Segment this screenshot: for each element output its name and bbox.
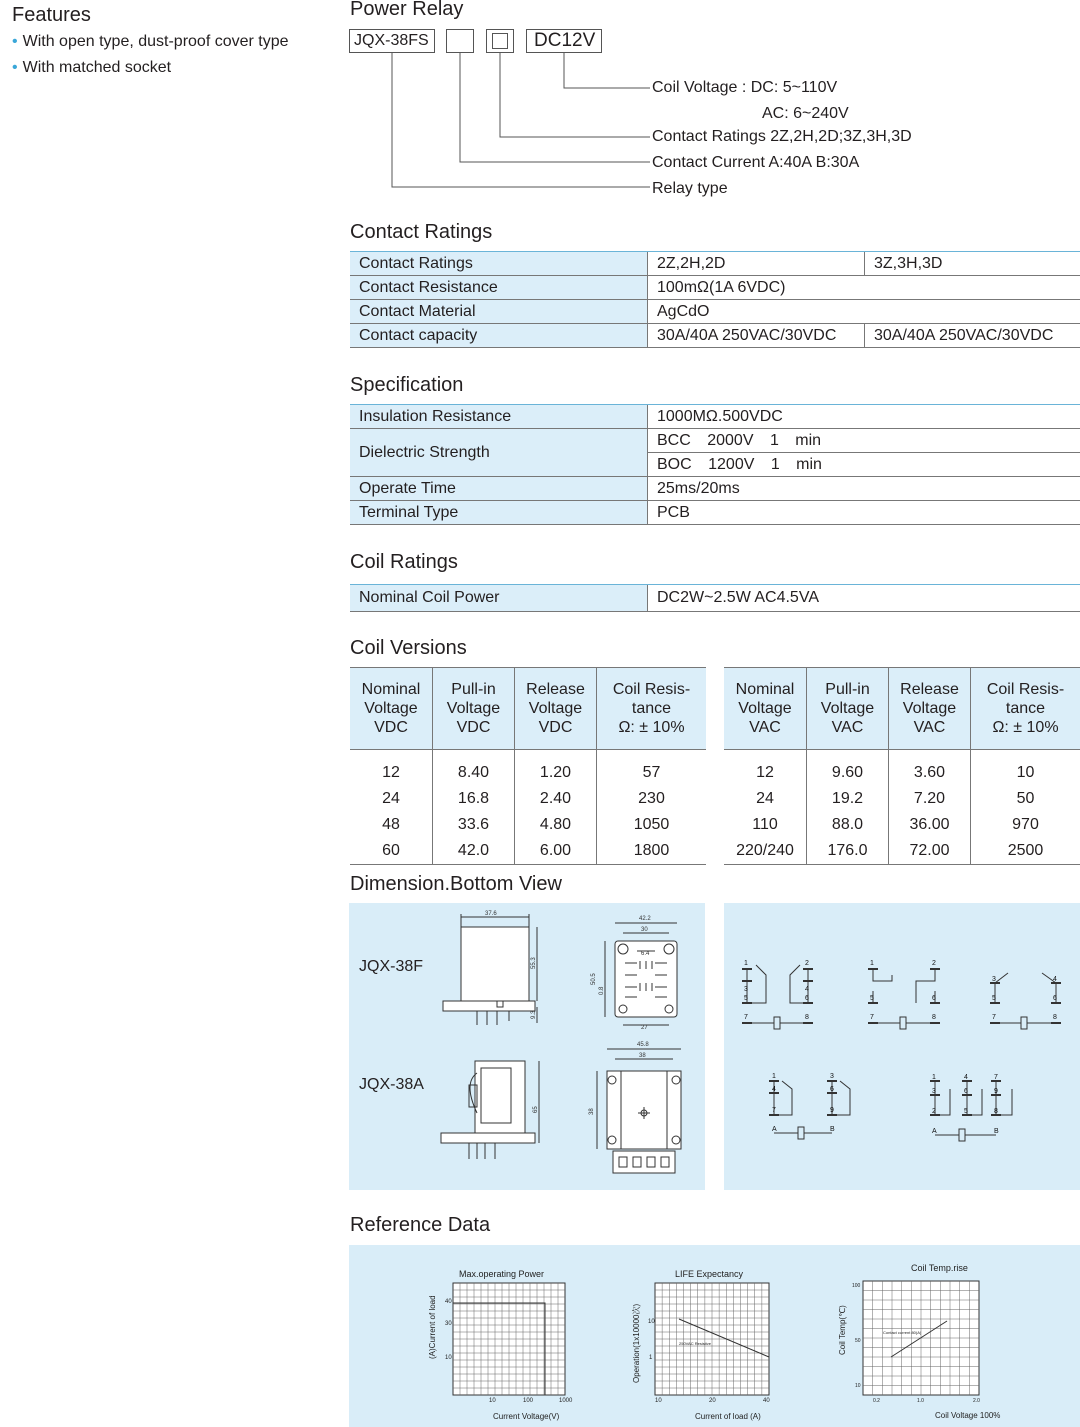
pin-label: 1 — [744, 960, 748, 967]
row-label: Terminal Type — [350, 501, 648, 525]
pin-label: B — [994, 1128, 999, 1135]
legend-relay-type: Relay type — [652, 180, 728, 197]
dimension-drawings — [349, 903, 705, 1190]
table-row: 24 16.8 2.40 230 — [350, 786, 706, 812]
coil-ratings-title: Coil Ratings — [350, 551, 458, 573]
dimension-drawing-panel — [349, 903, 705, 1190]
table-row: 60 42.0 6.00 1800 — [350, 838, 706, 865]
pin-label: 4 — [805, 986, 809, 993]
relay-38f-side-view — [443, 914, 537, 1025]
pin-label: 8 — [1053, 1014, 1057, 1021]
tick-label: 30 — [445, 1321, 452, 1327]
coil-versions-title: Coil Versions — [350, 637, 467, 659]
row-value: 2Z,2H,2D — [648, 252, 865, 276]
tick-label: 10 — [648, 1319, 655, 1325]
pin-label: A — [772, 1126, 777, 1133]
dimension-label: 45.8 — [637, 1042, 649, 1048]
tick-label: 10 — [855, 1383, 861, 1389]
pin-label: 5 — [992, 995, 996, 1002]
table-header-row — [724, 668, 1080, 750]
tick-label: 0.2 — [873, 1398, 880, 1404]
chart-xlabel: Current Voltage(V) — [493, 1412, 560, 1421]
pin-label: B — [830, 1126, 835, 1133]
row-value: 30A/40A 250VAC/30VDC — [865, 324, 1080, 348]
relay-38a-bottom-view — [597, 1049, 681, 1173]
dimension-label: 0.8 — [599, 986, 605, 995]
table-row — [350, 324, 1080, 348]
row-label: Operate Time — [350, 477, 648, 501]
wiring-38a-2pole — [769, 1081, 850, 1139]
pin-label: 7 — [744, 1014, 748, 1021]
dimension-label: 27 — [641, 1025, 648, 1031]
tick-label: 50 — [855, 1338, 861, 1344]
pin-label: 3 — [830, 1073, 834, 1080]
legend-coil-voltage-ac: AC: 6~240V — [762, 105, 849, 122]
row-value: 3Z,3H,3D — [865, 252, 1080, 276]
wiring-diagrams — [724, 903, 1080, 1190]
table-row: 12 9.60 3.60 10 — [724, 760, 1080, 786]
chart-note: Contact current 80(A) — [883, 1330, 922, 1335]
reference-title: Reference Data — [350, 1214, 491, 1236]
bullet-icon: • — [12, 59, 18, 76]
spacer-row — [350, 750, 706, 761]
wiring-2d — [990, 973, 1061, 1029]
row-label: Insulation Resistance — [350, 405, 648, 429]
model-label-38a: JQX-38A — [359, 1076, 424, 1093]
row-label: Dielectric Strength — [350, 429, 648, 477]
wiring-diagram-panel — [724, 903, 1080, 1190]
pin-label: 5 — [964, 1108, 968, 1115]
tick-label: 2.0 — [973, 1398, 980, 1404]
dimension-label: 55.3 — [531, 957, 537, 969]
feature-item: • With open type, dust-proof cover type — [12, 33, 289, 50]
row-label: Contact Ratings — [350, 252, 648, 276]
pin-label: 2 — [805, 960, 809, 967]
wiring-2z — [742, 965, 813, 1029]
specification-title: Specification — [350, 374, 464, 396]
table-row — [350, 477, 1080, 501]
relay-38f-bottom-view — [605, 923, 677, 1025]
chart-ylabel: (A)Current of load — [428, 1295, 437, 1359]
pin-label: 1 — [932, 1074, 936, 1081]
row-value: AgCdO — [648, 300, 1080, 324]
tick-label: 10 — [445, 1355, 452, 1361]
chart-life-expectancy — [631, 1269, 770, 1421]
dimension-label: 30 — [641, 927, 648, 933]
coil-versions-ac-table — [724, 667, 1080, 865]
tick-label: 10 — [655, 1398, 662, 1404]
table-row — [350, 276, 1080, 300]
spacer-row — [724, 750, 1080, 761]
pin-label: 9 — [830, 1107, 834, 1114]
chart-title: Max.operating Power — [459, 1269, 545, 1279]
column-header: Nominal Voltage VDC — [350, 668, 433, 750]
table-row: 110 88.0 36.00 970 — [724, 812, 1080, 838]
wiring-2h — [868, 969, 940, 1029]
row-label: Contact Material — [350, 300, 648, 324]
ordering-title: Power Relay — [350, 0, 464, 20]
dimension-label: 50.5 — [591, 973, 597, 985]
tick-label: 100 — [523, 1398, 534, 1404]
table-row — [350, 252, 1080, 276]
pin-label: 8 — [994, 1108, 998, 1115]
pin-label: 2 — [932, 960, 936, 967]
dimension-label: 38 — [589, 1108, 595, 1115]
pin-label: 9 — [994, 1088, 998, 1095]
dimension-title: Dimension.Bottom View — [350, 873, 562, 895]
pin-label: 5 — [744, 995, 748, 1002]
table-row: 12 8.40 1.20 57 — [350, 760, 706, 786]
row-value: DC2W~2.5W AC4.5VA — [648, 585, 1080, 612]
row-label: Contact Resistance — [350, 276, 648, 300]
pin-label: 7 — [870, 1014, 874, 1021]
row-label: Nominal Coil Power — [350, 585, 648, 612]
pin-label: 1 — [772, 1073, 776, 1080]
pin-label: A — [932, 1128, 937, 1135]
pin-label: 7 — [772, 1107, 776, 1114]
pin-label: 6 — [805, 995, 809, 1002]
dimension-label: 6.4 — [641, 951, 650, 957]
tick-label: 1.0 — [917, 1398, 924, 1404]
pin-label: 1 — [870, 960, 874, 967]
chart-ylabel: Operation(1x10000次) — [632, 1303, 641, 1383]
specification-table — [350, 404, 1080, 525]
table-row: 24 19.2 7.20 50 — [724, 786, 1080, 812]
table-row — [350, 405, 1080, 429]
tick-label: 1 — [649, 1355, 653, 1361]
coil-ratings-table — [350, 584, 1080, 612]
pin-label: 7 — [994, 1074, 998, 1081]
reference-charts-panel — [349, 1245, 1080, 1427]
pin-label: 6 — [1053, 995, 1057, 1002]
tick-label: 40 — [763, 1398, 770, 1404]
table-row: 220/240 176.0 72.00 2500 — [724, 838, 1080, 865]
column-header: Coil Resis- tance Ω: ± 10% — [971, 668, 1080, 750]
pin-label: 6 — [932, 995, 936, 1002]
tick-label: 40 — [445, 1299, 452, 1305]
dimension-label: 9.3 — [531, 1010, 537, 1019]
chart-max-operating-power — [428, 1269, 573, 1421]
table-row — [350, 300, 1080, 324]
pin-label: 5 — [870, 995, 874, 1002]
pin-label: 3 — [932, 1088, 936, 1095]
chart-coil-temp-rise — [838, 1263, 1000, 1420]
model-label-38f: JQX-38F — [359, 958, 424, 975]
coil-versions-dc-table — [350, 667, 706, 865]
feature-item: • With matched socket — [12, 59, 172, 76]
table-row — [350, 585, 1080, 612]
relay-38a-side-view — [441, 1061, 539, 1159]
chart-ylabel: Coil Temp(℃) — [838, 1305, 847, 1355]
chart-note: 250VAC Resistive — [679, 1341, 711, 1346]
wiring-38a-3pole — [930, 1081, 1012, 1141]
bullet-icon: • — [12, 33, 18, 50]
dimension-label: 38 — [639, 1053, 646, 1059]
tick-label: 20 — [709, 1398, 716, 1404]
chart-xlabel: Current of load (A) — [695, 1412, 761, 1421]
pin-label: 2 — [932, 1108, 936, 1115]
pin-label: 4 — [1053, 976, 1057, 983]
pin-label: 8 — [805, 1014, 809, 1021]
tick-label: 1000 — [559, 1398, 573, 1404]
row-value: BOC 1200V 1 min — [648, 453, 1080, 477]
row-value: 30A/40A 250VAC/30VDC — [648, 324, 865, 348]
tick-label: 10 — [489, 1398, 496, 1404]
ordering-leader-lines — [0, 0, 1080, 200]
dimension-label: 42.2 — [639, 916, 651, 922]
dimension-label: 65 — [533, 1106, 539, 1113]
pin-label: 6 — [964, 1088, 968, 1095]
pin-label: 3 — [992, 976, 996, 983]
column-header: Nominal Voltage VAC — [724, 668, 807, 750]
contact-ratings-table — [350, 251, 1080, 348]
legend-contact-current: Contact Current A:40A B:30A — [652, 154, 860, 171]
column-header: Pull-in Voltage VDC — [433, 668, 515, 750]
pin-label: 6 — [830, 1086, 834, 1093]
column-header: Release Voltage VAC — [889, 668, 971, 750]
pin-label: 4 — [964, 1074, 968, 1081]
table-header-row — [350, 668, 706, 750]
column-header: Pull-in Voltage VAC — [807, 668, 889, 750]
row-value: 100mΩ(1A 6VDC) — [648, 276, 1080, 300]
pin-label: 4 — [772, 1086, 776, 1093]
row-value: BCC 2000V 1 min — [648, 429, 1080, 453]
row-value: 25ms/20ms — [648, 477, 1080, 501]
row-value: PCB — [648, 501, 1080, 525]
chart-xlabel: Coil Voltage 100% — [935, 1411, 1001, 1420]
table-row — [350, 429, 1080, 453]
reference-charts — [349, 1245, 1080, 1427]
row-value: 1000MΩ.500VDC — [648, 405, 1080, 429]
voltage-code-box: DC12V — [526, 29, 602, 53]
chart-title: LIFE Expectancy — [675, 1269, 744, 1279]
pin-label: 8 — [932, 1014, 936, 1021]
row-label: Contact capacity — [350, 324, 648, 348]
chart-title: Coil Temp.rise — [911, 1263, 968, 1273]
contact-ratings-title: Contact Ratings — [350, 221, 493, 243]
dimension-label: 37.6 — [485, 911, 497, 917]
features-title: Features — [12, 4, 91, 26]
legend-contact-ratings: Contact Ratings 2Z,2H,2D;3Z,3H,3D — [652, 128, 912, 145]
column-header: Coil Resis- tance Ω: ± 10% — [597, 668, 707, 750]
pin-label: 3 — [744, 986, 748, 993]
column-header: Release Voltage VDC — [515, 668, 597, 750]
legend-coil-voltage: Coil Voltage : DC: 5~110V — [652, 79, 838, 96]
table-row: 48 33.6 4.80 1050 — [350, 812, 706, 838]
table-row — [350, 501, 1080, 525]
tick-label: 100 — [852, 1283, 861, 1289]
pin-label: 7 — [992, 1014, 996, 1021]
model-code-box: JQX-38FS — [349, 29, 435, 53]
